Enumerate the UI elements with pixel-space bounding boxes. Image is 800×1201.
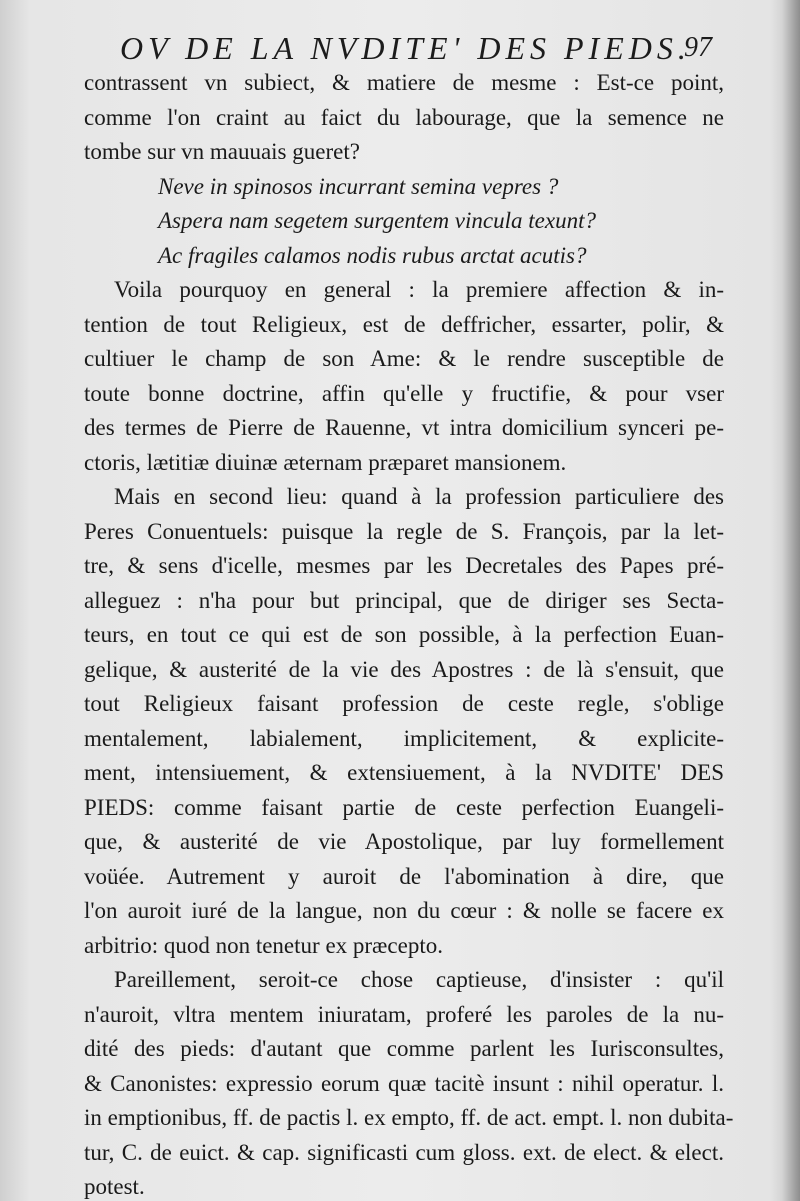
text-line: l'on auroit iuré de la langue, non du cœur : & nolle se facere ex: [84, 898, 724, 923]
body-text: [84, 66, 734, 1201]
text-line: contrassent vn subiect, & matiere de mesme : Est-ce point,: [84, 70, 724, 95]
page-edge-shadow: [782, 0, 800, 1201]
verse-quotation: [84, 170, 724, 274]
text-line: Neve in spinosos incurrant semina vepres ?: [158, 173, 559, 199]
text-line: PIEDS: comme faisant partie de ceste perfection Euangeli-: [84, 794, 724, 820]
running-head: OV DE LA NVDITE' DES PIEDS.: [120, 30, 691, 66]
text-line: gelique, & austerité de la vie des Apostres : de là s'ensuit, que: [84, 656, 724, 682]
text-line: ment, intensiuement, & extensiuement, à la NVDITE' DES: [84, 760, 724, 785]
page-number: 97: [684, 32, 712, 63]
text-line: alleguez : n'ha pour but principal, que de diriger ses Secta-: [84, 587, 724, 613]
text-line: Peres Conuentuels: puisque la regle de S. François, par la let-: [84, 518, 724, 544]
text-line: Aspera nam segetem surgentem vincula texunt?: [158, 208, 596, 233]
text-line: que, & austerité de vie Apostolique, par luy formellement: [84, 829, 724, 854]
text-line: Ac fragiles calamos nodis rubus arctat acutis?: [158, 242, 587, 268]
text-line: ctoris, lætitiæ diuinæ æternam præparet mansionem.: [84, 449, 567, 475]
text-line: tout Religieux faisant profession de ceste regle, s'oblige: [84, 691, 724, 716]
text-line: toute bonne doctrine, affin qu'elle y fructifie, & pour vser: [84, 380, 724, 406]
text-line: arbitrio: quod non tenetur ex præcepto.: [84, 932, 443, 958]
text-line: tre, & sens d'icelle, mesmes par les Decretales des Papes pré-: [84, 553, 724, 578]
paragraph: [84, 66, 724, 170]
text-line: Voila pourquoy en general : la premiere affection & in-: [114, 277, 724, 302]
text-line: teurs, en tout ce qui est de son possible, à la perfection Euan-: [84, 622, 724, 647]
paragraph: [84, 480, 724, 963]
text-line: n'auroit, vltra mentem iniuratam, proferé les paroles de la nu-: [84, 1001, 724, 1027]
text-line: dité des pieds: d'autant que comme parlent les Iurisconsultes,: [84, 1036, 724, 1061]
text-line: potest.: [84, 1174, 145, 1199]
text-line: comme l'on craint au faict du labourage, que la semence ne: [84, 104, 724, 130]
text-line: in emptionibus, ff. de pactis l. ex empto, ff. de act. empt. l. non dubita-: [84, 1105, 734, 1130]
text-line: cultiuer le champ de son Ame: & le rendre susceptible de: [84, 346, 724, 371]
text-line: Pareillement, seroit-ce chose captieuse, d'insister : qu'il: [114, 967, 724, 992]
text-line: tur, C. de euict. & cap. significasti cum gloss. ext. de elect. & elect.: [84, 1139, 724, 1165]
text-line: voüée. Autrement y auroit de l'abomination à dire, que: [84, 863, 724, 889]
text-line: tombe sur vn mauuais gueret?: [84, 139, 360, 164]
text-line: Mais en second lieu: quand à la profession particuliere des: [114, 484, 724, 509]
text-line: des termes de Pierre de Rauenne, vt intra domicilium synceri pe-: [84, 415, 724, 440]
paragraph: [84, 963, 734, 1201]
text-line: mentalement, labialement, implicitement, & explicite-: [84, 725, 724, 751]
paragraph: [84, 273, 724, 480]
text-line: tention de tout Religieux, est de deffricher, essarter, polir, &: [84, 311, 724, 337]
text-line: & Canonistes: expressio eorum quæ tacitè insunt : nihil operatur. l.: [84, 1070, 724, 1096]
